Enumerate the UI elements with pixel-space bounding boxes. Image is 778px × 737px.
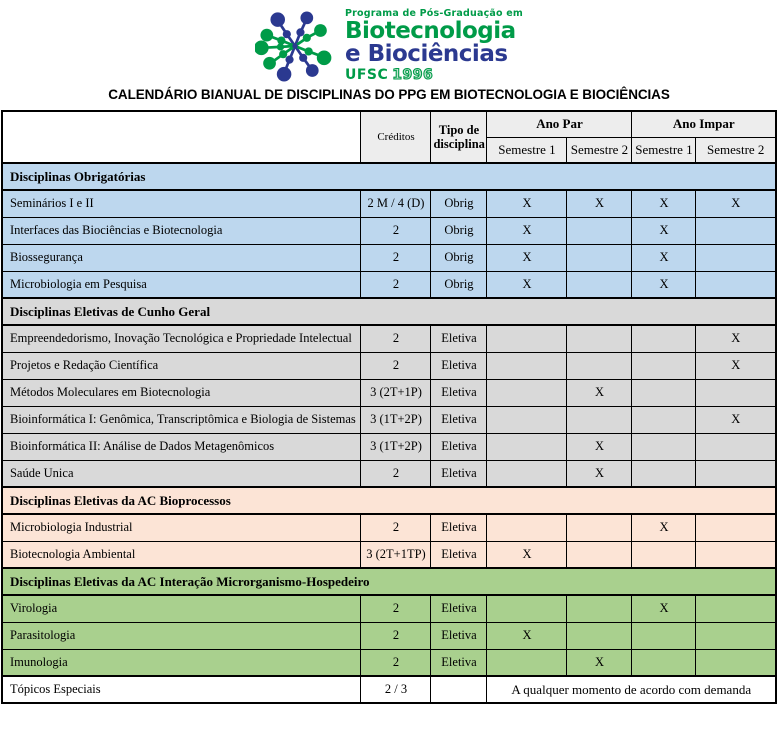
header-row-1 <box>2 111 776 137</box>
semester-mark-cell <box>632 541 696 568</box>
semester-mark-cell: X <box>487 217 567 244</box>
discipline-row <box>2 460 776 487</box>
logo-program-line: Programa de Pós-Graduação em <box>344 8 523 19</box>
discipline-name-cell: Bioinformática II: Análise de Dados Metagenômicos <box>2 433 361 460</box>
discipline-name-cell: Tópicos Especiais <box>2 676 361 703</box>
type-cell: Obrig <box>431 190 487 217</box>
section-header-row <box>2 487 776 514</box>
semester-mark-cell: X <box>567 460 632 487</box>
semester-mark-cell <box>632 460 696 487</box>
semester-mark-cell <box>487 514 567 541</box>
odd-year-header: Ano Impar <box>632 111 776 137</box>
semester-mark-cell: X <box>696 406 776 433</box>
type-cell: Eletiva <box>431 595 487 622</box>
corner-cell <box>2 111 361 163</box>
semester-mark-cell <box>567 622 632 649</box>
section-title: Disciplinas Eletivas de Cunho Geral <box>2 298 776 325</box>
semester-mark-cell <box>696 514 776 541</box>
credits-cell: 3 (2T+1P) <box>361 379 431 406</box>
discipline-name-cell: Métodos Moleculares em Biotecnologia <box>2 379 361 406</box>
semester-mark-cell <box>567 325 632 352</box>
semester-mark-cell <box>567 217 632 244</box>
semester-mark-cell <box>632 352 696 379</box>
discipline-name-cell: Seminários I e II <box>2 190 361 217</box>
discipline-name-cell: Biossegurança <box>2 244 361 271</box>
semester-mark-cell <box>487 595 567 622</box>
even-semester2-header: Semestre 2 <box>567 137 632 163</box>
discipline-name-cell: Microbiologia Industrial <box>2 514 361 541</box>
type-cell: Eletiva <box>431 406 487 433</box>
semester-mark-cell <box>487 460 567 487</box>
credits-cell: 2 <box>361 460 431 487</box>
discipline-row <box>2 514 776 541</box>
discipline-name-cell: Microbiologia em Pesquisa <box>2 271 361 298</box>
even-semester1-header: Semestre 1 <box>487 137 567 163</box>
semester-mark-cell: X <box>487 541 567 568</box>
discipline-row <box>2 244 776 271</box>
semester-mark-cell: X <box>567 433 632 460</box>
discipline-name-cell: Empreendedorismo, Inovação Tecnológica e Propriedade Intelectual <box>2 325 361 352</box>
semester-mark-cell <box>632 379 696 406</box>
discipline-row <box>2 217 776 244</box>
type-cell: Obrig <box>431 244 487 271</box>
credits-cell: 2 <box>361 352 431 379</box>
discipline-row <box>2 352 776 379</box>
logo-ufsc: UFSC <box>344 67 389 83</box>
semester-mark-cell <box>567 271 632 298</box>
semester-mark-cell: X <box>632 514 696 541</box>
discipline-name-cell: Interfaces das Biociências e Biotecnologia <box>2 217 361 244</box>
logo <box>0 0 778 84</box>
discipline-name-cell: Virologia <box>2 595 361 622</box>
section-title: Disciplinas Obrigatórias <box>2 163 776 190</box>
semester-mark-cell: X <box>487 244 567 271</box>
odd-semester1-header: Semestre 1 <box>632 137 696 163</box>
semester-mark-cell <box>567 595 632 622</box>
type-cell: Obrig <box>431 217 487 244</box>
special-topics-row <box>2 676 776 703</box>
table-body <box>2 163 776 703</box>
type-cell: Eletiva <box>431 514 487 541</box>
discipline-row <box>2 379 776 406</box>
molecule-network-icon <box>255 7 335 85</box>
semester-mark-cell: X <box>487 271 567 298</box>
logo-year: 1996 <box>392 67 434 83</box>
discipline-row <box>2 433 776 460</box>
credits-cell: 2 M / 4 (D) <box>361 190 431 217</box>
semester-mark-cell <box>487 325 567 352</box>
credits-cell: 2 <box>361 595 431 622</box>
discipline-name-cell: Projetos e Redação Científica <box>2 352 361 379</box>
credits-cell: 2 <box>361 514 431 541</box>
semester-mark-cell <box>632 433 696 460</box>
type-cell: Eletiva <box>431 325 487 352</box>
discipline-name-cell: Bioinformática I: Genômica, Transcriptômica e Biologia de Sistemas <box>2 406 361 433</box>
calendar-table <box>1 110 777 704</box>
type-cell: Eletiva <box>431 622 487 649</box>
logo-ufsc-line <box>345 67 433 83</box>
semester-mark-cell <box>632 406 696 433</box>
semester-mark-cell <box>632 325 696 352</box>
discipline-row <box>2 622 776 649</box>
semester-mark-cell: X <box>632 595 696 622</box>
section-header-row <box>2 568 776 595</box>
semester-mark-cell <box>567 541 632 568</box>
discipline-row <box>2 649 776 676</box>
discipline-name-cell: Saúde Unica <box>2 460 361 487</box>
semester-mark-cell <box>567 406 632 433</box>
semester-mark-cell <box>696 541 776 568</box>
semester-mark-cell <box>696 622 776 649</box>
semester-mark-cell <box>696 379 776 406</box>
discipline-row <box>2 541 776 568</box>
semester-mark-cell <box>487 433 567 460</box>
semester-mark-cell <box>567 514 632 541</box>
semester-mark-cell <box>696 271 776 298</box>
odd-semester2-header: Semestre 2 <box>696 137 776 163</box>
credits-cell: 2 <box>361 271 431 298</box>
semester-mark-cell: X <box>487 190 567 217</box>
credits-cell: 2 <box>361 244 431 271</box>
logo-text <box>345 8 523 83</box>
type-cell: Eletiva <box>431 460 487 487</box>
discipline-row <box>2 190 776 217</box>
semester-mark-cell: X <box>567 190 632 217</box>
semester-mark-cell: X <box>567 379 632 406</box>
semester-mark-cell <box>632 622 696 649</box>
semester-mark-cell <box>696 595 776 622</box>
semester-mark-cell: X <box>567 649 632 676</box>
semester-mark-cell <box>696 433 776 460</box>
section-title: Disciplinas Eletivas da AC Bioprocessos <box>2 487 776 514</box>
type-cell: Obrig <box>431 271 487 298</box>
credits-cell: 2 <box>361 649 431 676</box>
credits-cell: 2 <box>361 217 431 244</box>
semester-mark-cell <box>487 406 567 433</box>
semester-mark-cell: X <box>632 271 696 298</box>
semester-mark-cell: X <box>696 325 776 352</box>
semester-mark-cell <box>696 217 776 244</box>
credits-header: Créditos <box>361 111 431 163</box>
semester-mark-cell <box>696 649 776 676</box>
credits-cell: 2 <box>361 622 431 649</box>
type-cell: Eletiva <box>431 541 487 568</box>
semester-mark-cell: X <box>696 190 776 217</box>
semester-mark-cell <box>567 352 632 379</box>
discipline-row <box>2 271 776 298</box>
semester-mark-cell <box>487 352 567 379</box>
even-year-header: Ano Par <box>487 111 632 137</box>
section-header-row <box>2 163 776 190</box>
discipline-row <box>2 595 776 622</box>
table-header <box>2 111 776 163</box>
logo-name-line1: Biotecnologia <box>344 18 516 44</box>
on-demand-note: A qualquer momento de acordo com demanda <box>487 676 776 703</box>
type-header: Tipo de disciplina <box>431 111 487 163</box>
semester-mark-cell <box>632 649 696 676</box>
credits-cell: 2 <box>361 325 431 352</box>
type-cell: Eletiva <box>431 352 487 379</box>
type-cell <box>431 676 487 703</box>
credits-cell: 3 (2T+1TP) <box>361 541 431 568</box>
discipline-row <box>2 325 776 352</box>
semester-mark-cell: X <box>632 217 696 244</box>
logo-name-line2: e Biociências <box>344 41 508 67</box>
semester-mark-cell: X <box>487 622 567 649</box>
discipline-row <box>2 406 776 433</box>
semester-mark-cell: X <box>696 352 776 379</box>
semester-mark-cell: X <box>632 190 696 217</box>
credits-cell: 3 (1T+2P) <box>361 433 431 460</box>
semester-mark-cell <box>567 244 632 271</box>
type-cell: Eletiva <box>431 433 487 460</box>
discipline-name-cell: Parasitologia <box>2 622 361 649</box>
semester-mark-cell <box>487 649 567 676</box>
discipline-name-cell: Imunologia <box>2 649 361 676</box>
type-cell: Eletiva <box>431 379 487 406</box>
discipline-name-cell: Biotecnologia Ambiental <box>2 541 361 568</box>
type-cell: Eletiva <box>431 649 487 676</box>
semester-mark-cell <box>696 460 776 487</box>
semester-mark-cell <box>487 379 567 406</box>
credits-cell: 2 / 3 <box>361 676 431 703</box>
credits-cell: 3 (1T+2P) <box>361 406 431 433</box>
page-title: CALENDÁRIO BIANUAL DE DISCIPLINAS DO PPG EM BIOTECNOLOGIA E BIOCIÊNCIAS <box>108 87 670 102</box>
section-header-row <box>2 298 776 325</box>
semester-mark-cell <box>696 244 776 271</box>
semester-mark-cell: X <box>632 244 696 271</box>
section-title: Disciplinas Eletivas da AC Interação Microrganismo-Hospedeiro <box>2 568 776 595</box>
